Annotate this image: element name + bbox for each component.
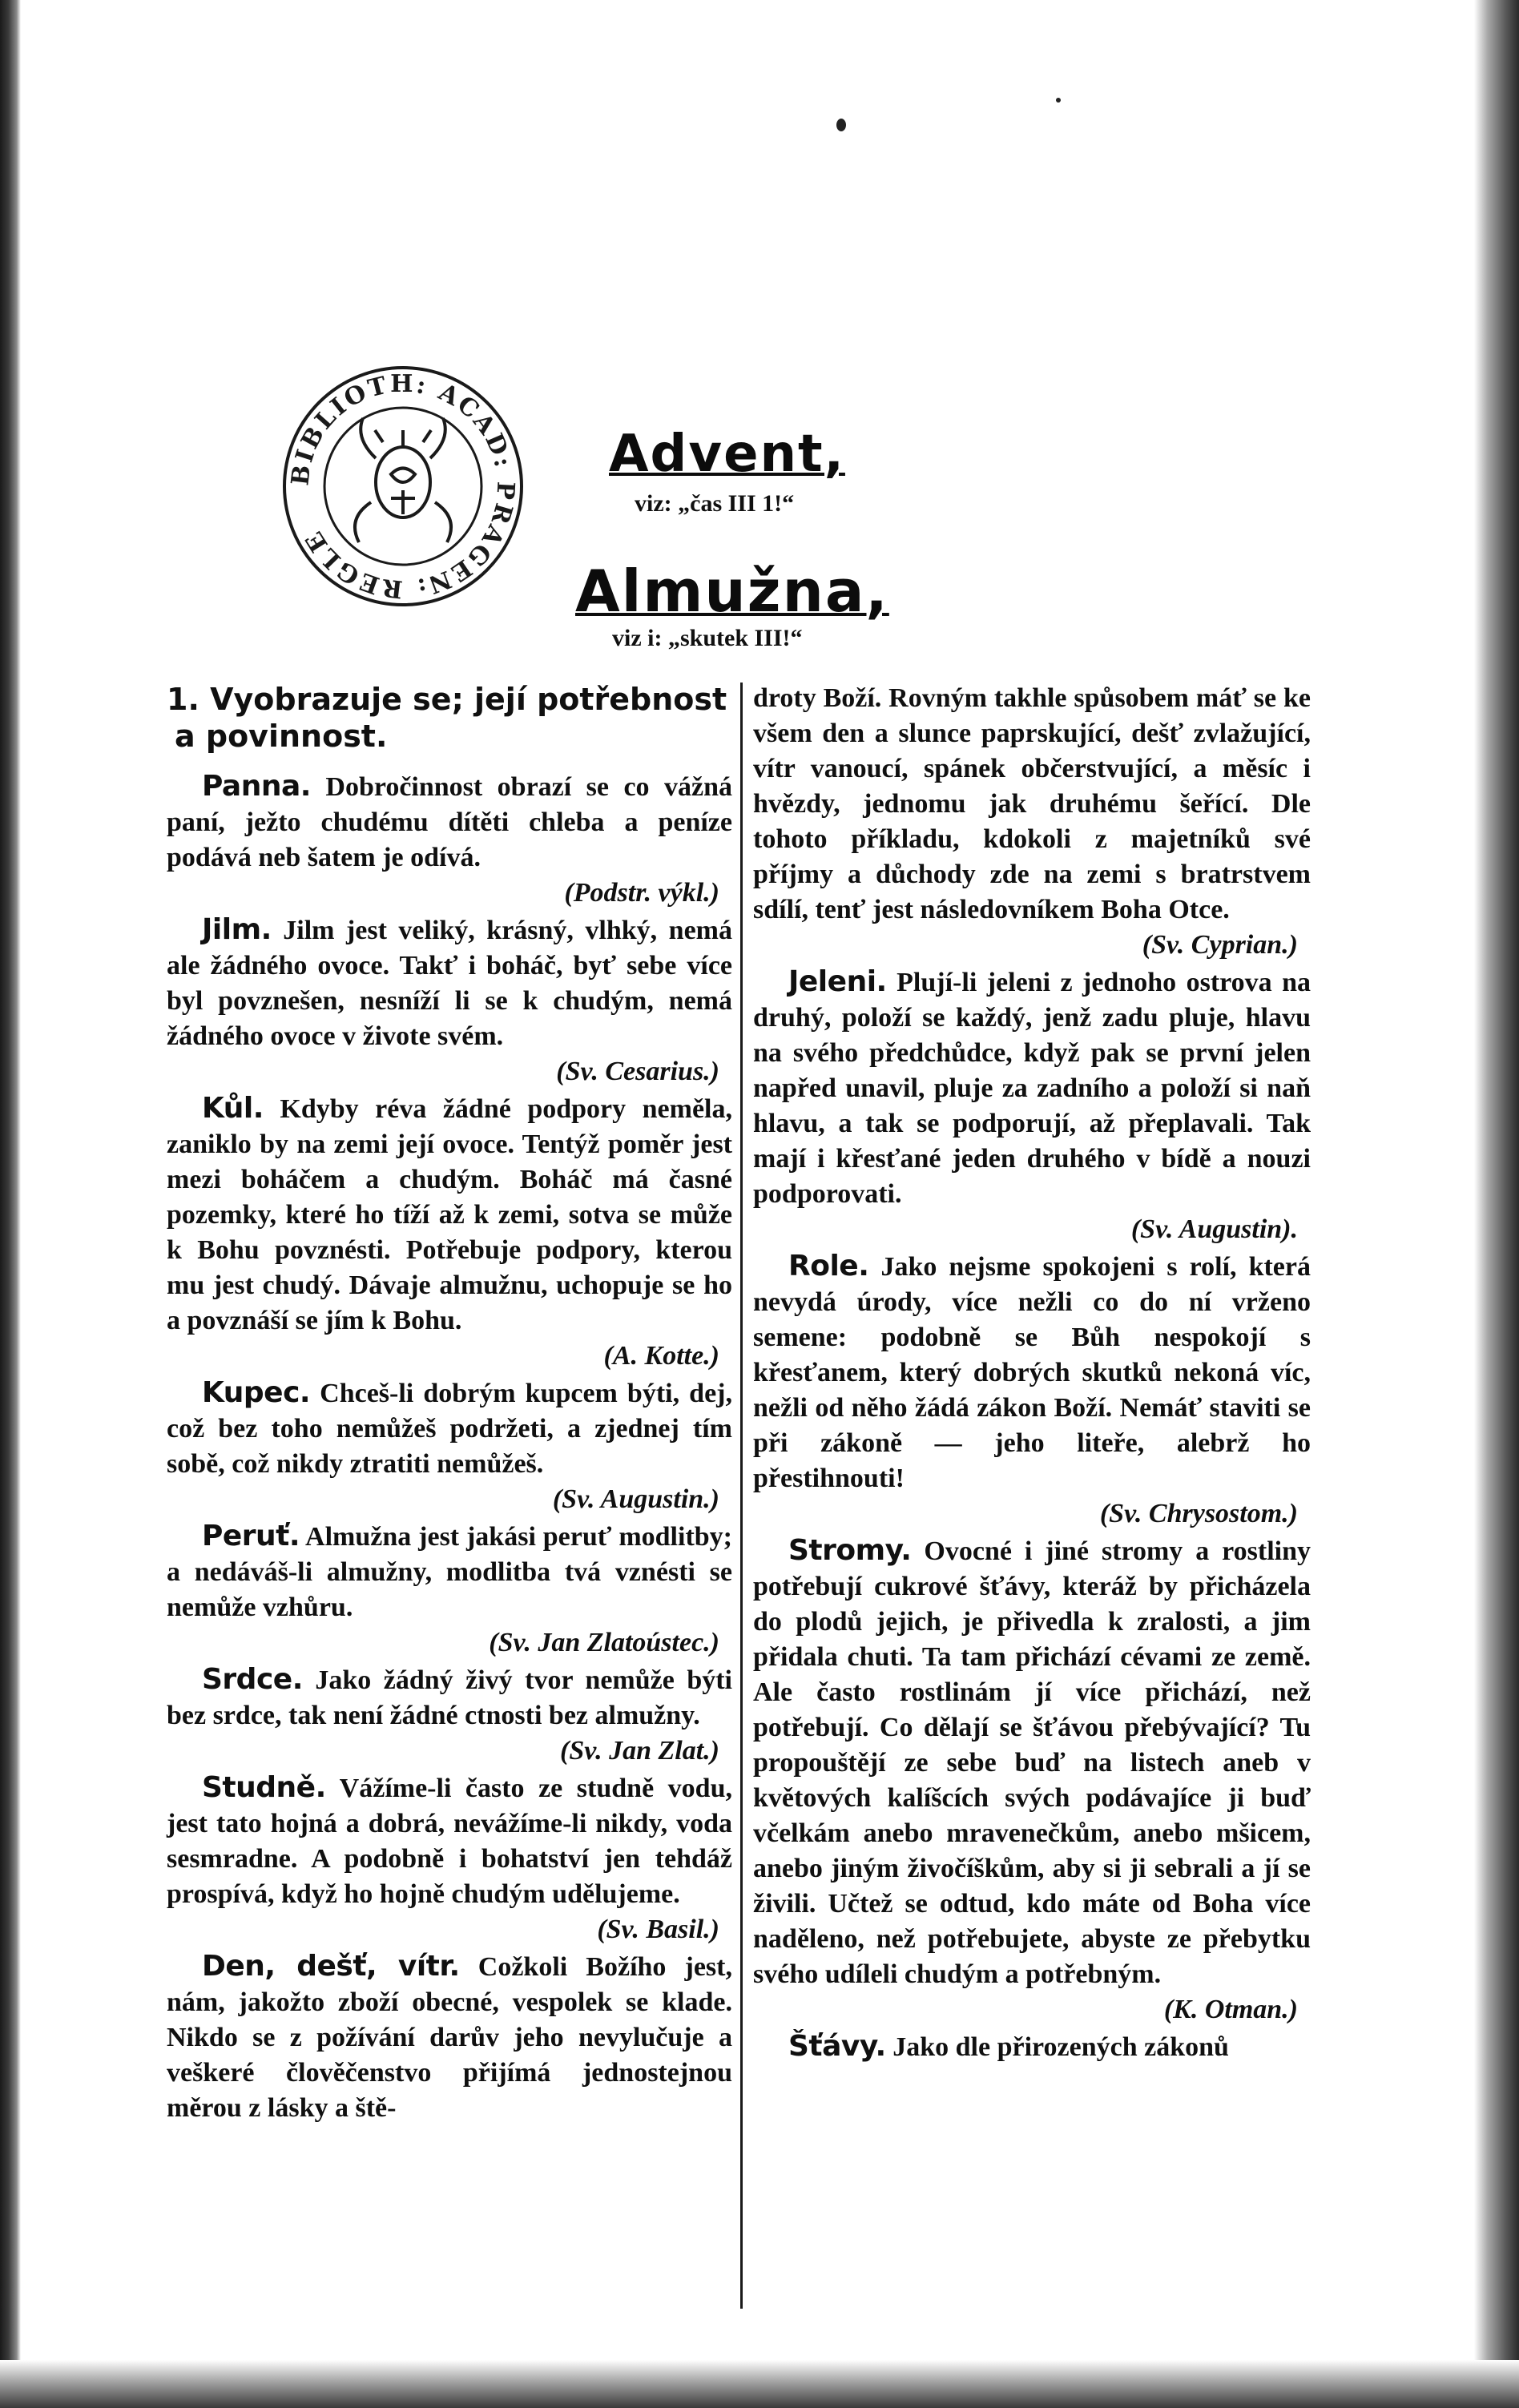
entry-source: (Sv. Augustin.) [552, 1484, 719, 1514]
heading-advent: Advent, [609, 425, 845, 484]
entry-source: (Sv. Basil.) [597, 1915, 719, 1944]
cross-reference-advent: viz: „čas III 1!“ [635, 490, 795, 517]
right-column [753, 681, 1311, 2067]
entry-source: (A. Kotte.) [603, 1341, 719, 1371]
entry [167, 1662, 732, 1769]
entry-text: Chceš-li dobrým kupcem býti, dej, což bez toho nemůžeš podržeti, a zjednej tím sobě, což nikdy ztratiti nemůžeš. [167, 1379, 732, 1479]
entry-keyword: Den, dešť, vítr. [202, 1950, 460, 1983]
entry-text: Jilm jest veliký, krásný, vlhký, nemá ale žádného ovoce. Takť i boháč, byť sebe více byl povznešen, nesníží li se k chudým, nemá žádného ovoce v živote svém. [167, 916, 732, 1051]
entry-keyword: Jilm. [202, 913, 272, 946]
entry-source: (Sv. Cesarius.) [556, 1057, 719, 1086]
section-title-line1: 1. Vyobrazuje se; její potřebnost [167, 682, 727, 717]
entry-text: Jako dle přirozených zákonů [885, 2032, 1229, 2062]
ink-speck [836, 119, 846, 131]
entry-source: (Sv. Jan Zlat.) [560, 1736, 719, 1766]
entry-text: Jako žádný živý tvor nemůže býti bez srdce, tak není žádné ctnosti bez almužny. [167, 1665, 732, 1730]
entry-source: (Sv. Augustin). [1130, 1214, 1298, 1244]
entry-keyword: Peruť. [202, 1520, 300, 1552]
entry [167, 1770, 732, 1947]
library-stamp [279, 362, 527, 610]
entry [167, 912, 732, 1089]
entry [167, 1519, 732, 1661]
left-column [167, 681, 732, 2128]
entry-text: Jako nejsme spokojeni s rolí, která nevydá úrody, více nežli co do ní vrženo semene: podobně se Bůh nespokojí s křesťanem, který dobrých skutků nekoná víc, nežli od něho žádá zákon Boží. Nemáť staviti se při zákoně — jeho liteře, alebrž ho přestihnouti! [753, 1252, 1311, 1493]
ink-speck [1056, 98, 1061, 103]
page-right-edge-shadow [1474, 0, 1519, 2408]
page-left-edge-shadow [0, 0, 21, 2408]
entry-text: Cožkoli Božího jest, nám, jakožto zboží obecné, vespolek se klade. Nikdo se z požívání darův jeho nevylučuje a veškeré člověčenstvo přijímá jednostejnou měrou z lásky a ště- [167, 1952, 732, 2123]
entry-source: (Sv. Cyprian.) [1142, 930, 1298, 960]
entry-text: Ovocné i jiné stromy a rostliny potřebují cukrové šťávy, kteráž by přicházela do plodů jejich, je přivedla k zralosti, a jim přidala chuti. Ta tam přichází cévami ze země. Ale často rostlinám jí více přichází, než potřebují. Co dělají se šťávou přebývající? Tu propouštějí ze sebe buď na listech aneb v květových kalíšcích svých podávajíce ji buď včelkám anebo mravenečkům, anebo mšicem, anebo jiným živočíškům, aby si ji sebrali a jí se živili. Učtež se odtud, kdo máte od Boha více naděleno, než potřebujete, abyste ze přebytku svého udíleli chudým a potřebným. [753, 1536, 1311, 1989]
section-title-line2: a povinnost. [175, 719, 388, 754]
entry-keyword: Kůl. [202, 1092, 264, 1125]
entry-source: (Sv. Chrysostom.) [1099, 1499, 1298, 1528]
entry-source: (Sv. Jan Zlatoústec.) [489, 1628, 719, 1657]
entry-continuation [753, 681, 1311, 963]
entry [753, 964, 1311, 1247]
entry-text: Plují-li jeleni z jednoho ostrova na druhý, položí se každý, jenž zadu pluje, hlavu na svého předchůdce, když pak se první jelen napřed unavil, pluje za zadního a položí si naň hlavu, a tak se podporují, až přeplavali. Tak mají i křesťané jeden druhého v bídě a nouzi podporovati. [753, 968, 1311, 1209]
entry-text: Kdyby réva žádné podpory neměla, zaniklo by na zemi její ovoce. Tentýž poměr jest mezi boháčem a chudým. Boháč má časné pozemky, které ho tíží až k zemi, sotva se může k Bohu povznésti. Potřebuje podpory, kterou mu jest chudý. Dávaje almužnu, uchopuje se ho a povznáší se jím k Bohu. [167, 1094, 732, 1335]
entry-source: (Podstr. výkl.) [564, 878, 719, 908]
entry-keyword: Panna. [202, 770, 311, 803]
heading-almuzna: Almužna, [575, 558, 889, 625]
entry-keyword: Role. [788, 1250, 869, 1283]
column-divider [740, 683, 743, 2309]
svg-text:BIBLIOTH: ACAD: PRAGEN: REGLE [286, 370, 519, 603]
entry-keyword: Srdce. [202, 1663, 303, 1696]
entry [167, 1375, 732, 1517]
entry-keyword: Stromy. [788, 1534, 912, 1567]
entry-keyword: Kupec. [202, 1376, 311, 1409]
entry [753, 1533, 1311, 2027]
entry-keyword: Jeleni. [788, 965, 887, 998]
entry [753, 1249, 1311, 1532]
entry [753, 2029, 1311, 2065]
entry-text: Almužna jest jakási peruť modlitby; a nedáváš-li almužny, modlitba tvá vznésti se nemůže vzhůru. [167, 1522, 732, 1622]
entry [167, 769, 732, 911]
cross-reference-almuzna: viz i: „skutek III!“ [612, 625, 803, 651]
entry-text: Vážíme-li často ze studně vodu, jest tato hojná a dobrá, nevážíme-li nikdy, voda sesmradne. A podobně i bohatství jen tehdáž prospívá, když ho hojně chudým udělujeme. [167, 1774, 732, 1909]
entry-keyword: Šťávy. [788, 2030, 886, 2063]
entry [167, 1949, 732, 2126]
section-title [167, 681, 732, 755]
page-bottom-edge-shadow [0, 2360, 1519, 2408]
stamp-lettering: BIBLIOTH: ACAD: PRAGEN: REGLE [286, 369, 520, 603]
entry [167, 1091, 732, 1374]
stamp-emblem [355, 418, 451, 542]
entry-text: Dobročinnost obrazí se co vážná paní, ježto chudému dítěti chleba a peníze podává neb šatem je odívá. [167, 772, 732, 872]
entry-text: droty Boží. Rovným takhle spůsobem máť se ke všem den a slunce paprskující, dešť zvlažující, vítr vanoucí, spánek občerstvující, a měsíc i hvězdy, jednomu jak druhému šeřící. Dle tohoto příkladu, kdokoli z majetníků své příjmy a důchody zde na zemi s bratrstvem sdílí, tenť jest následovníkem Boha Otce. [753, 683, 1311, 924]
entry-keyword: Studně. [202, 1771, 326, 1804]
entry-source: (K. Otman.) [1163, 1995, 1298, 2024]
